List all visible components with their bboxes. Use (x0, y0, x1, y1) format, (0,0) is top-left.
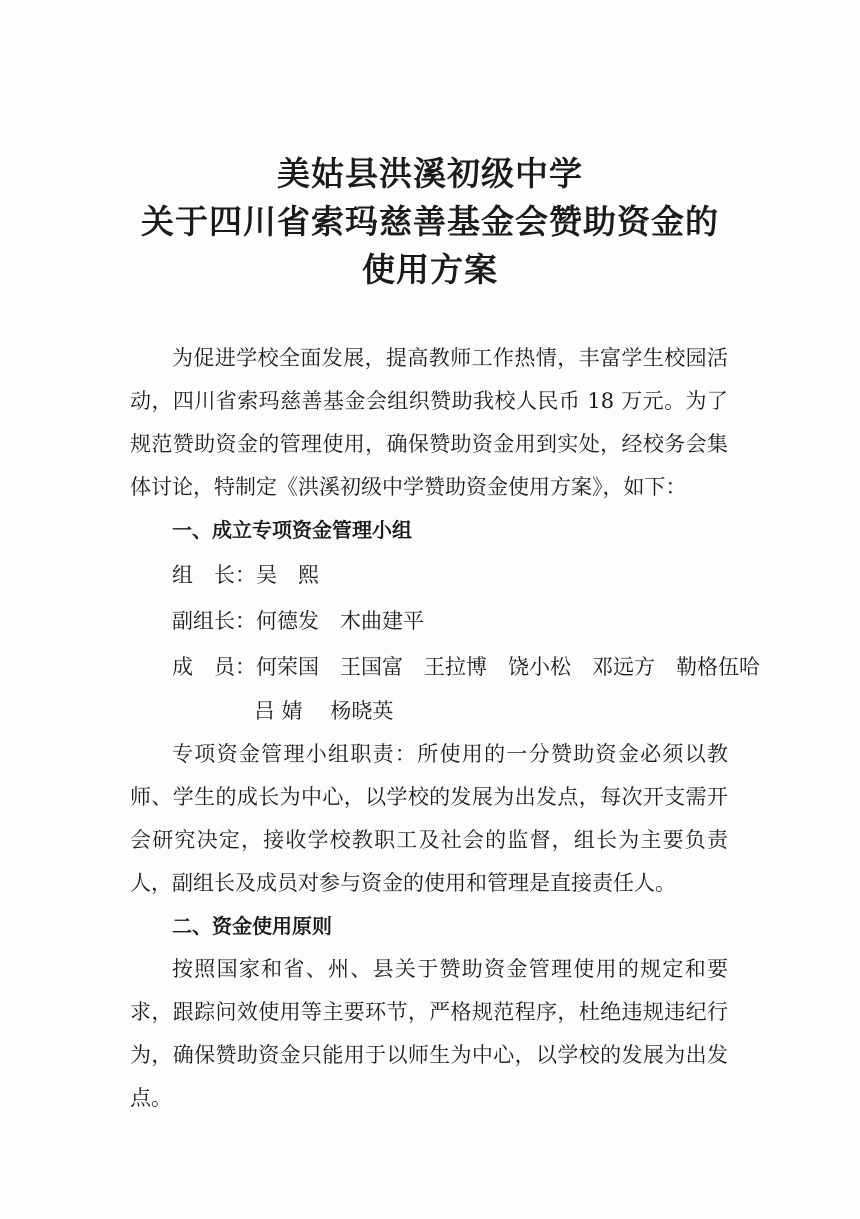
deputy-label: 副组长： (172, 609, 256, 633)
section-2-heading: 二、资金使用原则 (172, 914, 332, 938)
document-title (0, 150, 860, 294)
section-1-heading: 一、成立专项资金管理小组 (172, 518, 412, 542)
intro-paragraph: 为促进学校全面发展，提高教师工作热情，丰富学生校园活动，四川省索玛慈善基金会组织赞助我校人民币 18 万元。为了规范赞助资金的管理使用，确保赞助资金用到实处，经校务会集体讨论，特制定《洪溪初级中学赞助资金使用方案》，如下： (130, 346, 728, 499)
deputy-names: 何德发 木曲建平 (256, 609, 424, 633)
title-line-3: 使用方案 (362, 250, 498, 289)
leader-label: 组 长： (172, 563, 256, 587)
members-names-line-2: 吕 婧 杨晓英 (254, 699, 394, 723)
document-body (130, 337, 760, 1120)
members-names-line-1: 何荣国 王国富 王拉博 饶小松 邓远方 勒格伍哈 (256, 655, 760, 679)
deputy-row (130, 598, 728, 644)
members-row (130, 644, 760, 690)
leader-name: 吴 熙 (256, 563, 319, 587)
members-label: 成 员： (172, 655, 256, 679)
title-line-1: 美姑县洪溪初级中学 (277, 154, 583, 193)
leader-row (130, 552, 728, 598)
duty-paragraph: 专项资金管理小组职责：所使用的一分赞助资金必须以教师、学生的成长为中心，以学校的发展为出发点，每次开支需开会研究决定，接收学校教职工及社会的监督，组长为主要负责人，副组长及成员对参与资金的使用和管理是直接责任人。 (130, 742, 728, 895)
principles-paragraph: 按照国家和省、州、县关于赞助资金管理使用的规定和要求，跟踪问效使用等主要环节，严格规范程序，杜绝违规违纪行为，确保赞助资金只能用于以师生为中心，以学校的发展为出发点。 (130, 957, 728, 1110)
title-line-2: 关于四川省索玛慈善基金会赞助资金的 (141, 202, 719, 241)
